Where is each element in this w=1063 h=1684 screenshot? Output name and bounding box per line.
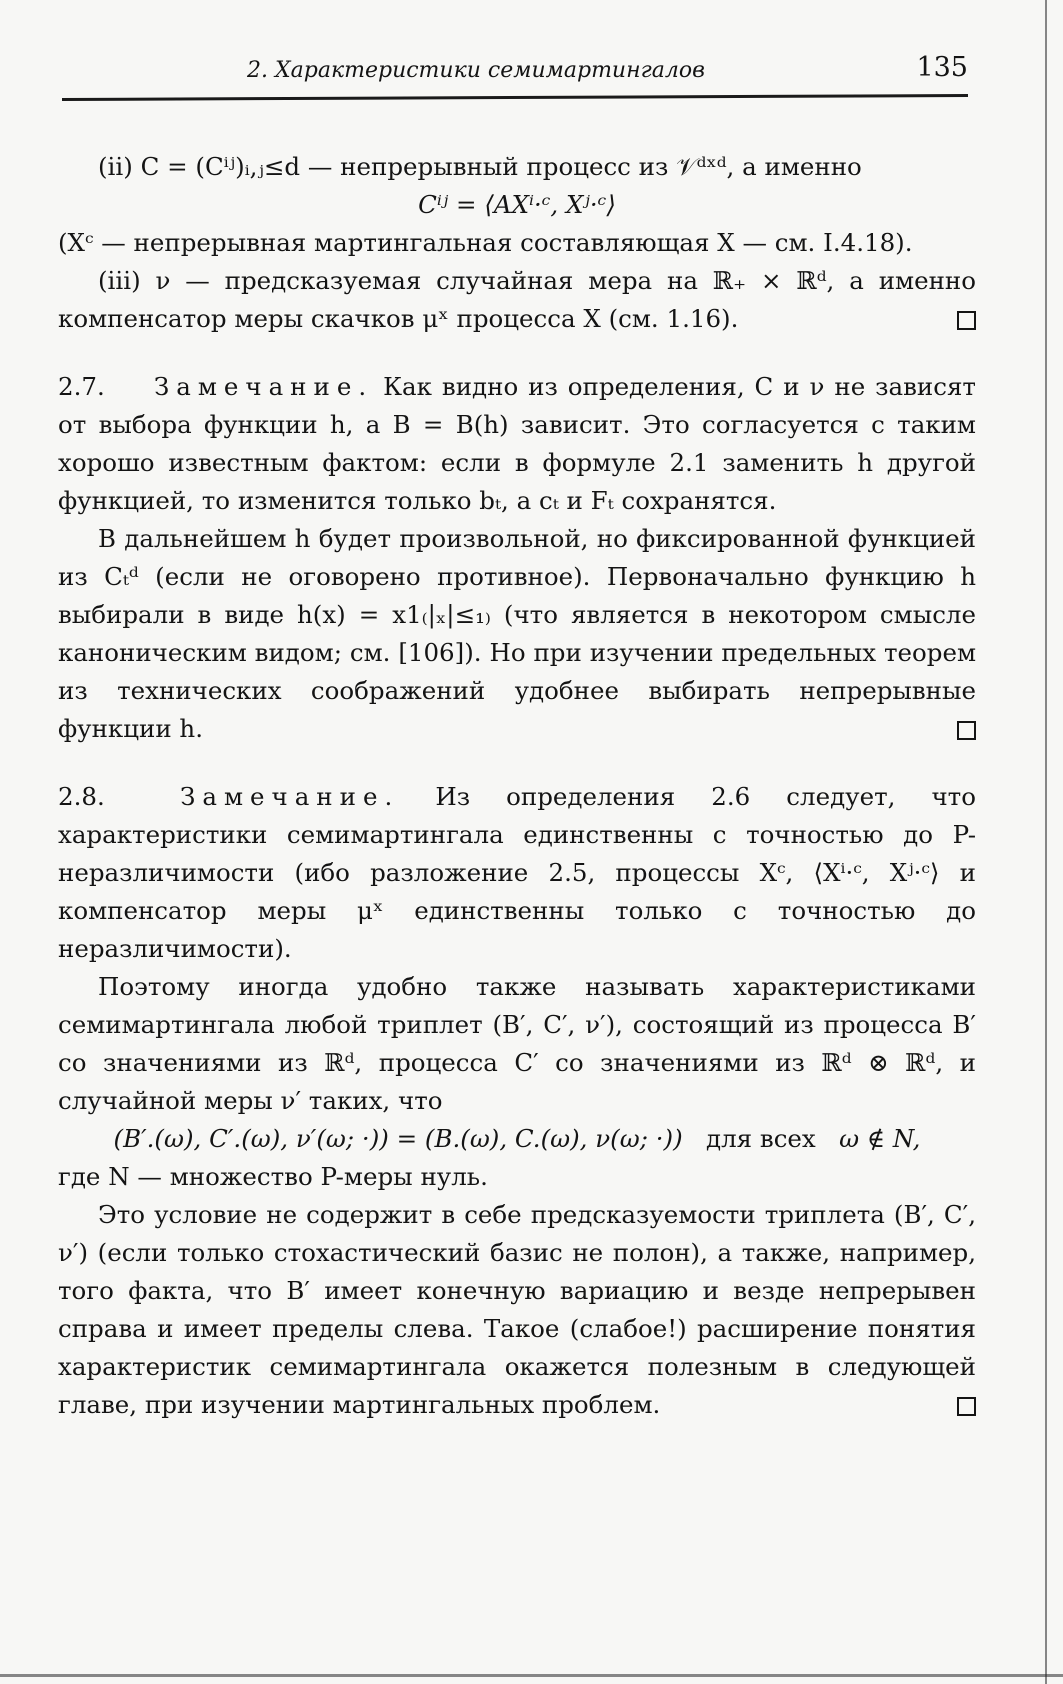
page-number: 135 (916, 52, 968, 83)
remark-2-7-paragraph (58, 520, 976, 748)
page-body (58, 148, 976, 1424)
formula-condition: ω ∉ N, (839, 1124, 921, 1153)
paragraph-text: Это условие не содержит в себе предсказуемости триплета (B′, C′, ν′) (если только стохастический базис не полон), а также, например, того факта, что B′ имеет конечную вариацию и везде непрерывен справа и имеет пределы слева. Такое (слабое!) расширение понятия характеристик семимартингала окажется полезным в следующей главе, при изучении мартингальных проблем. (58, 1200, 976, 1419)
section-gap (58, 338, 976, 368)
formula-for-all: для всех (706, 1124, 816, 1153)
formula-triplet-equality (58, 1120, 976, 1158)
note-continuous-part: (Xᶜ — непрерывная мартингальная составляющая X — см. I.4.18). (58, 228, 913, 257)
remark-2-7 (58, 368, 976, 520)
qed-square-icon (957, 721, 976, 740)
null-set-note: где N — множество P-меры нуль. (58, 1162, 488, 1191)
header-rule (62, 94, 968, 101)
remark-text: Из определения 2.6 следует, что характеристики семимартингала единственны с точностью до P-неразличимости (ибо разложение 2.5, процессы Xᶜ, ⟨Xⁱ·ᶜ, Xʲ·ᶜ⟩ и компенсатор меры μˣ единственны только с точностью до неразличимости). (58, 782, 976, 963)
item-iii (58, 262, 976, 338)
paragraph-text: В дальнейшем h будет произвольной, но фиксированной функцией из Cₜᵈ (если не оговорено противное). Первоначально функцию h выбирали в виде h(x) = x1₍|ₓ|≤₁₎ (что является в некотором смысле каноническим видом; см. [106]). Но при изучении предельных теорем из технических соображений удобнее выбирать непрерывные функции h. (58, 524, 976, 743)
remark-number: 2.7. (58, 372, 105, 401)
section-gap (58, 748, 976, 778)
formula-c-definition: Cⁱʲ = ⟨AXⁱ·ᶜ, Xʲ·ᶜ⟩ (418, 190, 616, 219)
formula-triplet: (B′.(ω), C′.(ω), ν′(ω; ·)) = (B.(ω), C.(ω), ν(ω; ·)) (113, 1124, 683, 1153)
running-title: 2. Характеристики семимартингалов (247, 58, 705, 83)
remark-text: Как видно из определения, C и ν не зависят от выбора функции h, а B = B(h) зависит. Это согласуется с таким хорошо известным фактом: если в формуле 2.1 заменить h другой функцией, то изменится только bₜ, а cₜ и Fₜ сохранятся. (58, 372, 976, 515)
item-ii: (ii) C = (Cⁱʲ)ᵢ,ⱼ≤d — непрерывный процесс из 𝒱ᵈˣᵈ, а именно (98, 152, 862, 181)
remark-title: Замечание. (153, 372, 374, 401)
page-header (62, 50, 968, 90)
remark-2-8-paragraph: Поэтому иногда удобно также называть характеристиками семимартингала любой триплет (B′, C′, ν′), состоящий из процесса B′ со значениями из ℝᵈ, процесса C′ со значениями из ℝᵈ ⊗ ℝᵈ, и случайной меры ν′ таких, что (58, 972, 976, 1115)
qed-square-icon (957, 1397, 976, 1416)
remark-2-8-final-paragraph (58, 1196, 976, 1424)
remark-number: 2.8. (58, 782, 105, 811)
remark-title: Замечание. (180, 782, 400, 811)
remark-2-8 (58, 778, 976, 968)
scan-edge-bottom (0, 1674, 1063, 1677)
scan-edge-right (1045, 0, 1047, 1684)
qed-square-icon (957, 311, 976, 330)
item-iii-text: (iii) ν — предсказуемая случайная мера на ℝ₊ × ℝᵈ, а именно компенсатор меры скачков μˣ процесса X (см. 1.16). (58, 266, 976, 333)
